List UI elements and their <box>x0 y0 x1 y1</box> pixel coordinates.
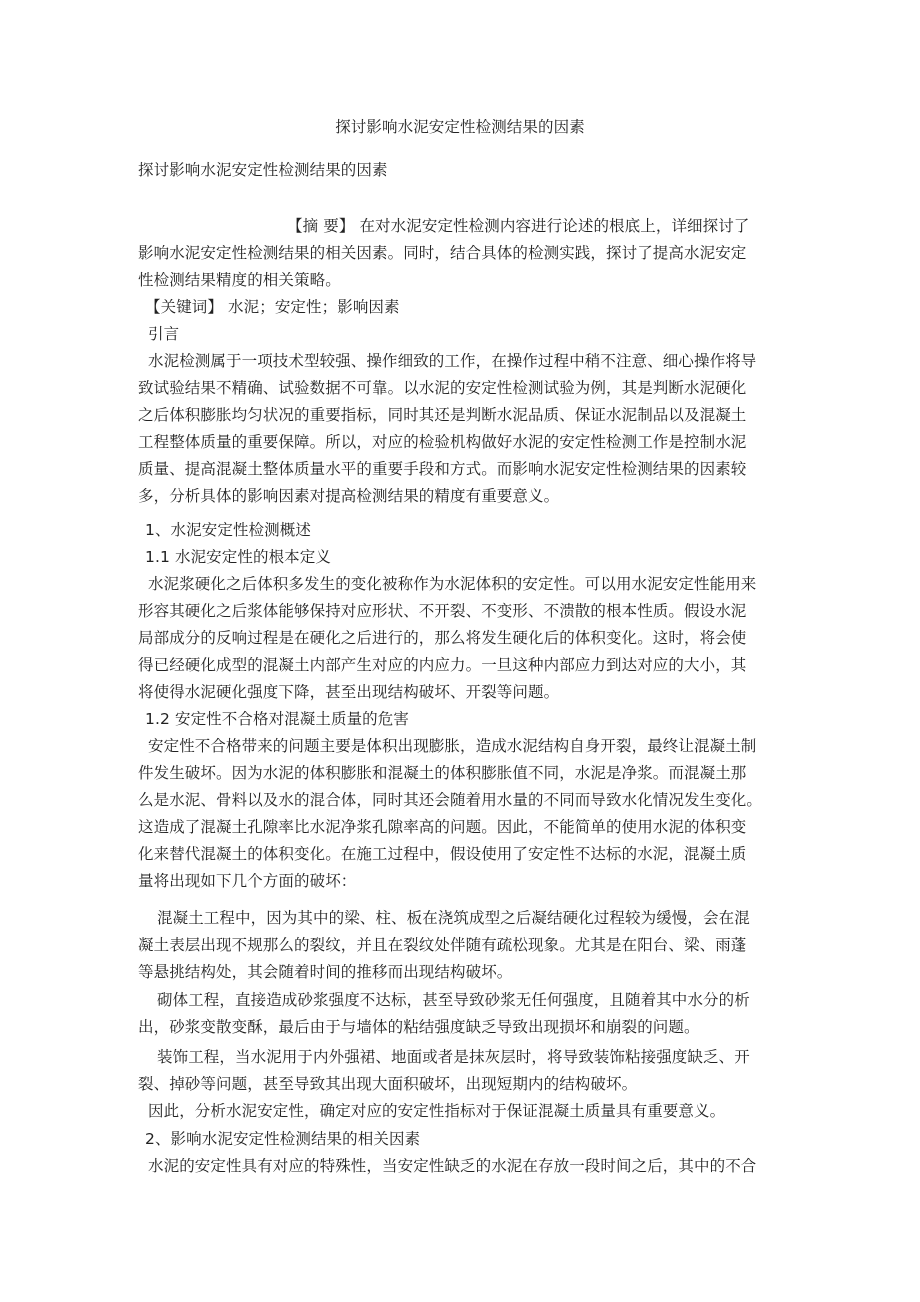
paragraph-line: 裂、掉砂等问题，甚至导致其出现大面积破坏，出现短期内的结构破坏。 <box>138 1075 638 1093</box>
abstract-line: 性检测结果精度的相关策略。 <box>138 271 341 289</box>
paragraph-line: 将使得水泥硬化强度下降，甚至出现结构破坏、开裂等问题。 <box>138 683 560 701</box>
paragraph-line: 化来替代混凝土的体积变化。在施工过程中，假设使用了安定性不达标的水泥，混凝土质 <box>138 845 747 863</box>
paragraph-line: 之后体积膨胀均匀状况的重要指标，同时其还是判断水泥品质、保证水泥制品以及混凝土 <box>138 406 747 424</box>
subsection-heading: 1.1 水泥安定性的根本定义 <box>145 548 331 566</box>
subsection-heading: 1.2 安定性不合格对混凝土质量的危害 <box>145 710 409 728</box>
paragraph-line: 致试验结果不精确、试验数据不可靠。以水泥的安定性检测试验为例，其是判断水泥硬化 <box>138 379 747 397</box>
section-heading: 2、影响水泥安定性检测结果的相关因素 <box>145 1130 421 1148</box>
paragraph-line: 水泥检测属于一项技术型较强、操作细致的工作，在操作过程中稍不注意、细心操作将导 <box>148 352 757 370</box>
paragraph-line: 出，砂浆变散变酥，最后由于与墙体的粘结强度缺乏导致出现损坏和崩裂的问题。 <box>138 1018 700 1036</box>
paragraph-line: 么是水泥、骨料以及水的混合体，同时其还会随着用水量的不同而导致水化情况发生变化。 <box>138 791 763 809</box>
paragraph-line: 质量、提高混凝土整体质量水平的重要手段和方式。而影响水泥安定性检测结果的因素较 <box>138 460 747 478</box>
keywords: 【关键词】 水泥；安定性；影响因素 <box>145 298 400 316</box>
paragraph-line: 得已经硬化成型的混凝土内部产生对应的内应力。一旦这种内部应力到达对应的大小，其 <box>138 656 747 674</box>
paragraph-line: 因此，分析水泥安定性，确定对应的安定性指标对于保证混凝土质量具有重要意义。 <box>148 1102 726 1120</box>
paragraph-line: 凝土表层出现不规那么的裂纹，并且在裂纹处伴随有疏松现象。尤其是在阳台、梁、雨蓬 <box>138 936 747 954</box>
paragraph-line: 工程整体质量的重要保障。所以，对应的检验机构做好水泥的安定性检测工作是控制水泥 <box>138 433 747 451</box>
paragraph-line: 混凝土工程中，因为其中的梁、柱、板在浇筑成型之后凝结硬化过程较为缓慢，会在混 <box>157 909 750 927</box>
paragraph-line: 砌体工程，直接造成砂浆强度不达标，甚至导致砂浆无任何强度，且随着其中水分的析 <box>157 991 750 1009</box>
paragraph-line: 量将出现如下几个方面的破坏： <box>138 872 357 890</box>
paragraph-line: 局部成分的反响过程是在硬化之后进行的，那么将发生硬化后的体积变化。这时，将会使 <box>138 629 747 647</box>
paragraph-line: 这造成了混凝土孔隙率比水泥净浆孔隙率高的问题。因此，不能简单的使用水泥的体积变 <box>138 818 747 836</box>
intro-heading: 引言 <box>148 325 180 343</box>
paragraph-line: 多，分析具体的影响因素对提高检测结果的精度有重要意义。 <box>138 487 560 505</box>
abstract-line: 影响水泥安定性检测结果的相关因素。同时，结合具体的检测实践，探讨了提高水泥安定 <box>138 244 747 262</box>
paragraph-line: 件发生破坏。因为水泥的体积膨胀和混凝土的体积膨胀值不同，水泥是净浆。而混凝土那 <box>138 764 747 782</box>
document-title: 探讨影响水泥安定性检测结果的因素 <box>335 118 585 136</box>
paragraph-line: 水泥的安定性具有对应的特殊性，当安定性缺乏的水泥在存放一段时间之后，其中的不合 <box>148 1157 757 1175</box>
abstract-line: 【摘 要】 在对水泥安定性检测内容进行论述的根底上，详细探讨了 <box>287 217 750 235</box>
paragraph-line: 等悬挑结构处，其会随着时间的推移而出现结构破坏。 <box>138 963 513 981</box>
paragraph-line: 装饰工程，当水泥用于内外强裙、地面或者是抹灰层时，将导致装饰粘接强度缺乏、开 <box>157 1048 750 1066</box>
paragraph-line: 水泥浆硬化之后体积多发生的变化被称作为水泥体积的安定性。可以用水泥安定性能用来 <box>148 575 757 593</box>
article-heading: 探讨影响水泥安定性检测结果的因素 <box>138 161 388 179</box>
section-heading: 1、水泥安定性检测概述 <box>145 521 311 539</box>
paragraph-line: 安定性不合格带来的问题主要是体积出现膨胀，造成水泥结构自身开裂，最终让混凝土制 <box>148 737 757 755</box>
paragraph-line: 形容其硬化之后浆体能够保持对应形状、不开裂、不变形、不溃散的根本性质。假设水泥 <box>138 602 747 620</box>
